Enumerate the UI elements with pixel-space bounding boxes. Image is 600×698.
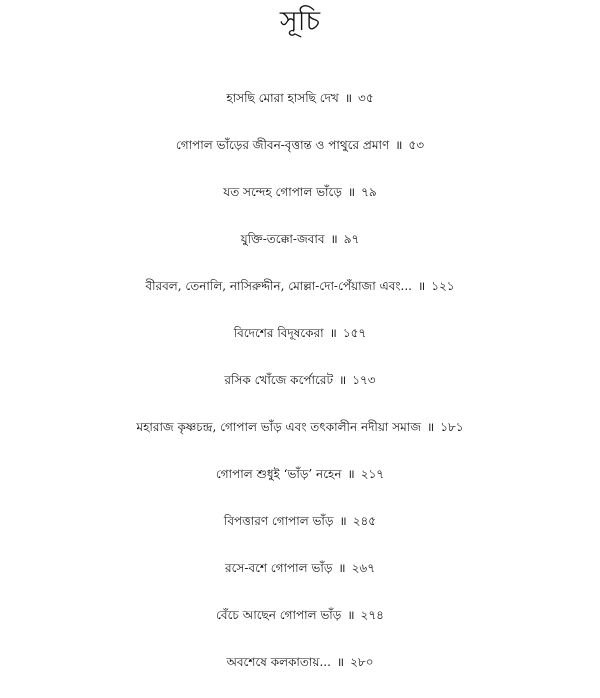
toc-page-number: ২৭৪	[360, 608, 384, 622]
toc-entry-title: অবশেষে কলকাতায়...	[226, 655, 331, 669]
toc-separator: ॥	[347, 185, 356, 199]
toc-entry	[0, 407, 600, 454]
toc-page-number: ৭৯	[361, 185, 377, 199]
toc-separator: ॥	[418, 279, 426, 293]
toc-entry	[0, 595, 600, 642]
toc-separator: ॥	[427, 420, 435, 434]
toc-entry-title: মহারাজ কৃষ্ণচন্দ্র, গোপাল ভাঁড় এবং তৎকালীন নদীয়া সমাজ	[136, 420, 422, 434]
toc-entry	[0, 78, 600, 125]
toc-page-number: ৩৫	[358, 91, 374, 105]
toc-page-number: ১৫৭	[342, 326, 367, 340]
toc-page-number: ১৭৩	[352, 373, 376, 387]
toc-entry	[0, 125, 600, 172]
toc-entry	[0, 642, 600, 689]
toc-page-number: ২৮০	[350, 655, 374, 669]
toc-list	[0, 78, 600, 689]
toc-entry-title: গোপাল ভাঁড়ের জীবন-বৃত্তান্ত ও পাথুরে প্রমাণ	[175, 138, 390, 152]
toc-separator: ॥	[347, 608, 355, 622]
toc-entry	[0, 313, 600, 360]
toc-entry-title: বেঁচে আছেন গোপাল ভাঁড়	[216, 608, 342, 622]
toc-page-number: ২১৭	[360, 467, 385, 481]
toc-entry-title: গোপাল শুধুই ‘ভাঁড়’ নহেন	[215, 467, 342, 481]
toc-entry-title: হাসছি মোরা হাসছি দেখ	[226, 91, 339, 105]
toc-entry	[0, 219, 600, 266]
toc-entry-title: রসে-বশে গোপাল ভাঁড়	[224, 561, 333, 575]
toc-separator: ॥	[395, 138, 403, 152]
toc-separator: ॥	[338, 561, 346, 575]
toc-entry-title: যত সন্দেহ গোপাল ভাঁড়ে	[223, 185, 342, 199]
toc-entry	[0, 266, 600, 313]
toc-entry-title: বীরবল, তেনালি, নাসিরুদ্দীন, মোল্লা-দো-পেঁয়াজা এবং...	[145, 279, 412, 293]
toc-entry-title: বিপত্তারণ গোপাল ভাঁড়	[223, 514, 334, 528]
toc-page-number: ২৪৫	[352, 514, 377, 528]
toc-separator: ॥	[336, 655, 345, 669]
toc-separator: ॥	[330, 232, 338, 246]
page-title: সূচি	[279, 6, 321, 37]
toc-entry	[0, 454, 600, 501]
toc-entry	[0, 360, 600, 407]
toc-separator: ॥	[329, 326, 337, 340]
toc-page-number: ৯৭	[343, 232, 360, 246]
toc-entry	[0, 172, 600, 219]
toc-page-number: ১৮১	[440, 420, 464, 434]
toc-separator: ॥	[338, 373, 347, 387]
toc-separator: ॥	[344, 91, 353, 105]
toc-page-number: ১২১	[431, 279, 455, 293]
toc-separator: ॥	[339, 514, 347, 528]
toc-entry	[0, 548, 600, 595]
toc-page-number: ২৬৭	[351, 561, 376, 575]
toc-entry-title: রসিক খোঁজে কর্পোরেট	[224, 373, 333, 387]
toc-entry	[0, 501, 600, 548]
toc-entry-title: যুক্তি-তক্কো-জবাব	[240, 232, 325, 246]
toc-page-number: ৫৩	[408, 138, 425, 152]
toc-separator: ॥	[347, 467, 355, 481]
toc-entry-title: বিদেশের বিদূষকেরা	[233, 326, 324, 340]
